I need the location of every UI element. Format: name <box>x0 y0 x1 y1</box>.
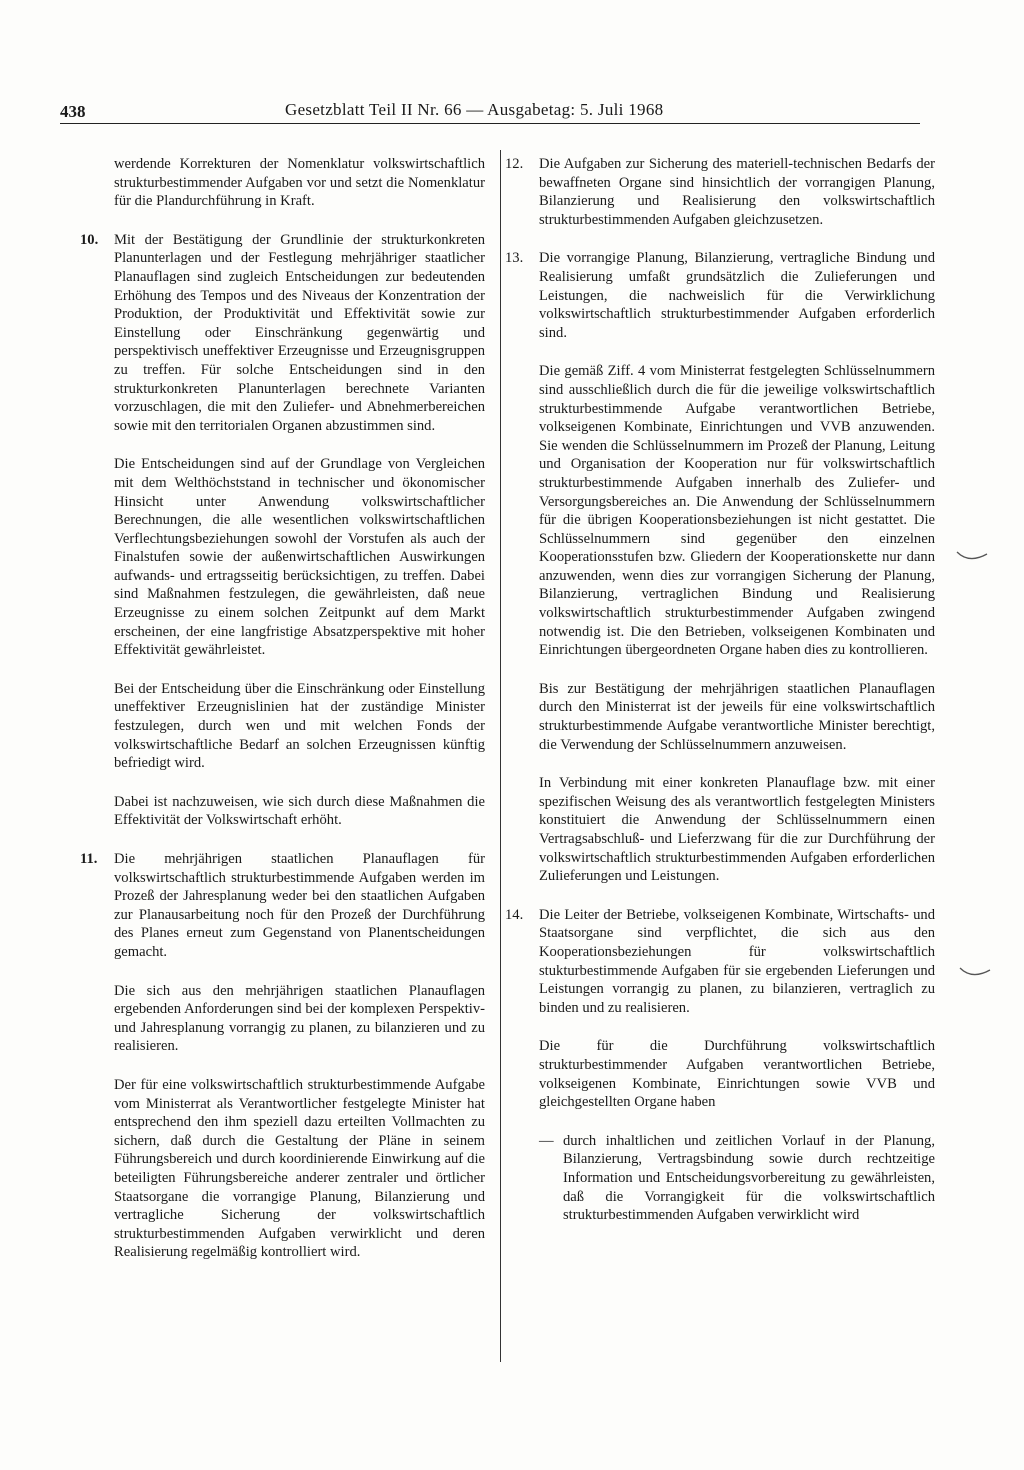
item-number: 14. <box>505 906 524 923</box>
paragraph: Die gemäß Ziff. 4 vom Ministerrat festgelegten Schlüsselnummern sind ausschließlich durch die für die jeweilige volkswirtschaftlich strukturbestimmende Aufgabe verantwortlichen Betriebe, volkseigenen Kombinate, Einrichtungen und VVB anzuwenden. Sie wenden die Schlüsselnummern im Prozeß der Planung, Leitung und Organisation der Kooperation nur für volkswirtschaftlich strukturbestimmende Aufgaben innerhalb des Zuliefer- und Versorgungsbereiches an. Die Anwendung der Schlüsselnummern für die übrigen Kooperationsbeziehungen ist nicht gestattet. Die Schlüsselnummern sind gegenüber den einzelnen Kooperationsstufen bzw. Gliedern der Kooperationskette nur dann anzuwenden, wenn dies zur vorrangigen Sicherung der Planung, Bilanzierung, vertraglichen Bindung und Realisierung volkswirtschaftlich strukturbestimmender Aufgaben zwingend notwendig ist. Die den Betrieben, volkseigenen Kombinaten und Einrichtungen übergeordneten Organe haben dies zu kontrollieren. <box>539 363 935 659</box>
header-rule <box>60 123 920 124</box>
continuation-paragraph: werdende Korrekturen der Nomenklatur volkswirtschaftlich strukturbestimmender Aufgaben vor und setzt die Nomenklatur für die Plandurchführung in Kraft. <box>114 156 485 210</box>
item-12 <box>505 155 935 229</box>
item-number: 11. <box>80 851 98 867</box>
page-header <box>60 100 920 124</box>
item-11 <box>80 850 485 1262</box>
dash-list-item <box>539 1132 935 1225</box>
paragraph: Bis zur Bestätigung der mehrjährigen staatlichen Planauflagen durch den Ministerrat ist der jeweils für eine volkswirtschaftlich strukturbestimmende Aufgabe verantwortliche Minister berechtigt, die Verwendung der Schlüsselnummern anzuweisen. <box>539 680 935 753</box>
paragraph: Die Leiter der Betriebe, volkseigenen Kombinate, Wirtschafts- und Staatsorgane sind verpflichtet, die sich aus den Kooperationsbeziehungen für volkswirtschaftlich stukturbestimmende Aufgaben für sie ergebenden Lieferungen und Leistungen vorrangig zu planen, zu bilanzieren, vertraglich zu binden und zu realisieren. <box>539 906 935 1016</box>
page-number: 438 <box>60 102 86 121</box>
left-column <box>80 155 485 1282</box>
header-title: Gesetzblatt Teil II Nr. 66 — Ausgabetag: 5. Juli 1968 <box>285 100 664 119</box>
paragraph: Die Entscheidungen sind auf der Grundlage von Vergleichen mit dem Welthöchststand in technischer und ökonomischer Hinsicht unter Anwendung volkswirtschaftlicher Berechnungen, die alle wesentlichen volkswirtschaftlichen Verflechtungsbeziehungen sowohl der Vorstufen als auch der Finalstufen sowie der außenwirtschaftlichen Auswirkungen aufwands- und ertragsseitig berücksichtigen, zu treffen. Dabei sind Maßnahmen festzulegen, die gewährleisten, daß neue Erzeugnisse zu einem solchen Zeitpunkt auf dem Markt erscheinen, der eine langfristige Absatzperspektive mit hoher Effektivität gewährleistet. <box>114 456 485 659</box>
item-number: 10. <box>80 231 99 248</box>
paragraph: In Verbindung mit einer konkreten Planauflage bzw. mit einer spezifischen Weisung des als verantwortlich festgelegten Ministers konstituiert die Anwendung der Schlüsselnummern einen Vertragsabschluß- und Lieferzwang für die zur Durchführung der volkswirtschaftlich strukturbestimmenden Aufgaben erforderlichen Zulieferungen und Leistungen. <box>539 775 935 885</box>
item-13 <box>505 249 935 885</box>
right-column <box>505 155 935 1245</box>
margin-mark-icon <box>958 964 992 982</box>
dash-text: durch inhaltlichen und zeitlichen Vorlauf in der Planung, Bilanzierung, Vertragsbindung sowie durch rechtzeitige Information und Entscheidungsvorbereitung zu gewährleisten, daß die Vorrangigkeit für die volkswirtschaftlich strukturbestimmenden Aufgaben verwirklicht wird <box>563 1132 935 1224</box>
paragraph: Die Aufgaben zur Sicherung des materiell-technischen Bedarfs der bewaffneten Organe sind hinsichtlich der vorrangigen Planung, Bilanzierung und Realisierung den volkswirtschaftlich strukturbestimmenden Aufgaben gleichzusetzen. <box>539 156 935 228</box>
margin-mark-icon <box>955 548 989 566</box>
paragraph: Der für eine volkswirtschaftlich strukturbestimmende Aufgabe vom Ministerrat als Verantwortlicher festgelegte Minister hat entsprechend den ihm speziell dazu erteilten Vollmachten zu sichern, daß durch die Gestaltung der Pläne in seinem Führungsbereich und durch koordinierende Einwirkung auf die beteiligten Führungsbereiche anderer zentraler und örtlicher Staatsorgane die vorrangige Planung, Bilanzierung und vertragliche Sicherung der volkswirtschaftlich strukturbestimmenden Aufgaben verwirklicht und deren Realisierung regelmäßig kontrolliert wird. <box>114 1076 485 1261</box>
paragraph: Bei der Entscheidung über die Einschränkung oder Einstellung uneffektiver Erzeugnislinien hat der zuständige Minister festzulegen, durch wen und mit welchen Fonds der volkswirtschaftliche Bedarf an solchen Erzeugnissen künftig befriedigt wird. <box>114 680 485 772</box>
paragraph: Die vorrangige Planung, Bilanzierung, vertragliche Bindung und Realisierung umfaßt grundsätzlich die Zulieferungen und Leistungen, die nachweislich für die Verwirklichung volkswirtschaftlich strukturbestimmender Aufgaben erforderlich sind. <box>539 250 935 341</box>
paragraph: Die für die Durchführung volkswirtschaftlich strukturbestimmender Aufgaben verantwortlichen Betriebe, volkseigenen Kombinate, Einrichtungen sowie VVB und gleichgestellten Organe haben <box>539 1038 935 1111</box>
item-10 <box>80 231 485 830</box>
paragraph: Dabei ist nachzuweisen, wie sich durch diese Maßnahmen die Effektivität der Volkswirtschaft erhöht. <box>114 793 485 829</box>
item-number: 13. <box>505 250 524 267</box>
column-divider <box>500 150 501 1362</box>
item-number: 12. <box>505 156 524 172</box>
item-14 <box>505 906 935 1225</box>
paragraph: Die mehrjährigen staatlichen Planauflagen für volkswirtschaftlich strukturbestimmende Aufgaben werden im Prozeß der Jahresplanung weder bei den staatlichen Aufgaben zur Planausarbeitung noch für den Prozeß der Durchführung des Planes erneut zum Gegenstand von Planentscheidungen gemacht. <box>114 851 485 960</box>
paragraph: Die sich aus den mehrjährigen staatlichen Planauflagen ergebenden Anforderungen sind bei der komplexen Perspektiv- und Jahresplanung vorrangig zu planen, zu bilanzieren und zu realisieren. <box>114 982 485 1055</box>
paragraph: Mit der Bestätigung der Grundlinie der strukturkonkreten Planunterlagen und der Festlegung mehrjähriger staatlicher Planauflagen sind zugleich Entscheidungen zur bedeutenden Erhöhung des Tempos und des Niveaus der Konzentration der Produktion, der Produktivität und Effektivität sowie zur Einstellung oder Einschränkung gegenwärtig und perspektivisch uneffektiver Erzeugnisse und Erzeugnisgruppen zu treffen. Für solche Entscheidungen sind in den strukturkonkreten Planunterlagen berechnete Varianten vorzuschlagen, die mit den Zuliefer- und Abnehmerbereichen sowie mit den territorialen Organen abzustimmen sind. <box>114 231 485 434</box>
dash-marker: — <box>539 1132 554 1149</box>
